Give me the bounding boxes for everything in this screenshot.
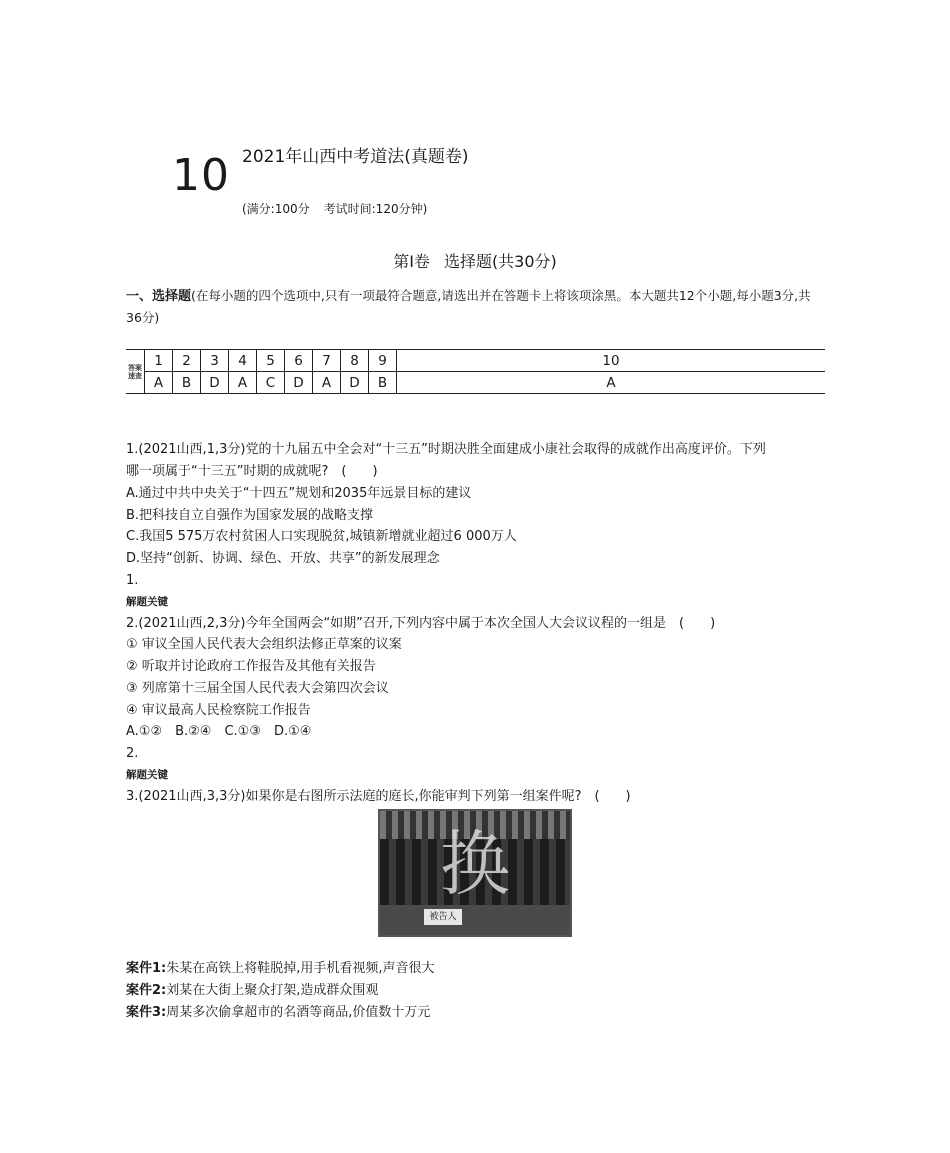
paper-number: 10 xyxy=(172,150,230,201)
case-1: 案件1:朱某在高铁上将鞋脱掉,用手机看视频,声音很大 xyxy=(126,961,435,976)
answer-number: 10 xyxy=(397,350,826,372)
answer-number: 6 xyxy=(285,350,313,372)
photo-watermark: 换 xyxy=(440,823,510,905)
q1-stem-line2: 哪一项属于“十三五”时期的成就呢? ( ) xyxy=(126,464,378,479)
q1-option-d: D.坚持“创新、协调、绿色、开放、共享”的新发展理念 xyxy=(126,551,440,566)
q1-stem-line1: 1.(2021山西,1,3分)党的十九届五中全会对“十三五”时期决胜全面建成小康社会取得的成就作出高度评价。下列 xyxy=(126,442,766,457)
answer-number: 5 xyxy=(257,350,285,372)
answer-letter: A xyxy=(313,372,341,394)
choice-intro-text: (在每小题的四个选项中,只有一项最符合题意,请选出并在答题卡上将该项涂黑。本大题共12个小题,每小题3分,共36分) xyxy=(126,288,811,325)
answer-letter: D xyxy=(201,372,229,394)
answer-letter: B xyxy=(173,372,201,394)
q1-answer-line: 1. xyxy=(126,573,139,588)
answer-number: 3 xyxy=(201,350,229,372)
q2-key-label: 解题关键 xyxy=(126,769,168,781)
q2-item-3: ③ 列席第十三届全国人民代表大会第四次会议 xyxy=(126,681,389,696)
answer-letter: A xyxy=(145,372,173,394)
answer-letter: D xyxy=(285,372,313,394)
section-title: 第Ⅰ卷 选择题(共30分) xyxy=(393,252,557,271)
answer-table-numbers-row xyxy=(126,350,825,372)
answer-number: 8 xyxy=(341,350,369,372)
answer-table xyxy=(126,349,825,394)
choice-intro-label: 一、选择题 xyxy=(126,289,192,304)
answer-number: 7 xyxy=(313,350,341,372)
answer-letter: A xyxy=(229,372,257,394)
choice-intro xyxy=(126,285,826,328)
q1-option-c: C.我国5 575万农村贫困人口实现脱贫,城镇新增就业超过6 000万人 xyxy=(126,529,517,544)
q2-item-4: ④ 审议最高人民检察院工作报告 xyxy=(126,703,311,718)
answer-letter: D xyxy=(341,372,369,394)
q1-option-a: A.通过中共中央关于“十四五”规划和2035年远景目标的建议 xyxy=(126,486,472,501)
paper-subtitle xyxy=(242,200,427,218)
paper-title: 2021年山西中考道法(真题卷) xyxy=(242,147,469,167)
answer-number: 2 xyxy=(173,350,201,372)
answer-letter: C xyxy=(257,372,285,394)
answer-table-label: 答案 速查 xyxy=(126,350,145,394)
answer-number: 9 xyxy=(369,350,397,372)
q2-item-2: ② 听取并讨论政府工作报告及其他有关报告 xyxy=(126,659,376,674)
q2-options: A.①② B.②④ C.①③ D.①④ xyxy=(126,724,312,739)
courtroom-photo xyxy=(378,809,572,937)
q2-stem: 2.(2021山西,2,3分)今年全国两会“如期”召开,下列内容中属于本次全国人大会议议程的一组是 ( ) xyxy=(126,616,716,631)
answer-number: 4 xyxy=(229,350,257,372)
q3-stem: 3.(2021山西,3,3分)如果你是右图所示法庭的庭长,你能审判下列第一组案件呢? ( ) xyxy=(126,789,631,804)
q1-key-label: 解题关键 xyxy=(126,596,168,608)
answer-letter: B xyxy=(369,372,397,394)
defendant-sign: 被告人 xyxy=(424,909,462,925)
exam-time: 考试时间:120分钟) xyxy=(323,202,428,216)
q2-item-1: ① 审议全国人民代表大会组织法修正草案的议案 xyxy=(126,637,402,652)
case-2: 案件2:刘某在大街上聚众打架,造成群众围观 xyxy=(126,983,379,998)
q2-answer-line: 2. xyxy=(126,746,139,761)
answer-number: 1 xyxy=(145,350,173,372)
answer-letter: A xyxy=(397,372,826,394)
case-3: 案件3:周某多次偷拿超市的名酒等商品,价值数十万元 xyxy=(126,1005,431,1020)
full-score: (满分:100分 xyxy=(242,202,310,216)
answer-table-answers-row xyxy=(126,372,825,394)
q1-option-b: B.把科技自立自强作为国家发展的战略支撑 xyxy=(126,508,374,523)
